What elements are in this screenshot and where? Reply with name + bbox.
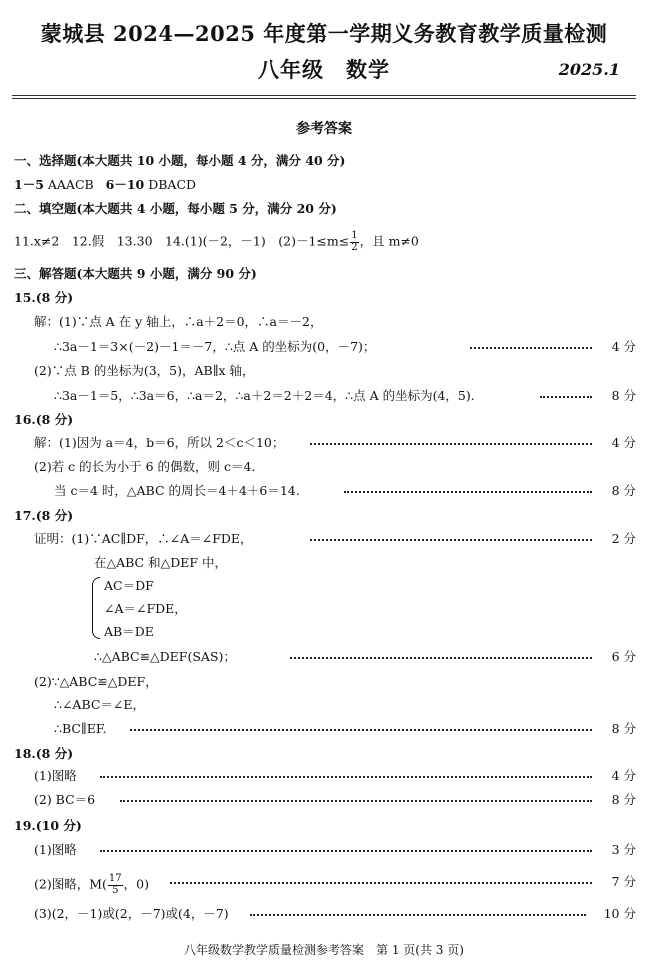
leader-dots (310, 443, 592, 445)
score: 4 分 (611, 435, 636, 450)
q15-line-4-text: ∴3a－1＝5，∴3a＝6，∴a＝2，∴a＋2＝2＋2＝4，∴点 A 的坐标为(4，5). (54, 388, 479, 404)
range-6-10: 6－10 (105, 177, 145, 192)
frac-numerator: 17 (108, 873, 122, 884)
q16-head: 16.(8 分) (14, 412, 74, 427)
q15-head: 15.(8 分) (14, 290, 74, 305)
q16-line-2: (2)若 c 的长为小于 6 的偶数，则 c＝4. (34, 459, 256, 474)
frac-denominator: 5 (112, 884, 119, 896)
q17-line-5: ∴∠ABC＝∠E， (54, 697, 146, 712)
q17-brace-line-2: ∠A＝∠FDE， (104, 601, 187, 616)
q17-line-6-text: ∴BC∥EF. (54, 721, 111, 737)
q19-head: 19.(10 分) (14, 818, 82, 833)
q19-line-2 (0, 873, 636, 896)
q18-line-1-text: (1)图略 (34, 768, 81, 784)
page-footer: 八年级数学教学质量检测参考答案 第 1 页(共 3 页) (184, 943, 464, 957)
q19-line-2-text (34, 874, 153, 896)
score: 3 分 (611, 842, 636, 857)
q16-line-3-text: 当 c＝4 时，△ABC 的周长＝4＋4＋6＝14. (54, 483, 304, 499)
q17-line-3-text: ∴△ABC≌△DEF(SAS)； (94, 649, 240, 665)
q18-head: 18.(8 分) (14, 746, 74, 761)
q15-line-3: (2)∵点 B 的坐标为(3，5)，AB∥x 轴， (34, 363, 255, 378)
q17-line-6 (0, 721, 636, 737)
q19-line-3-text: (3)(2，－1)或(2，－7)或(4，－7) (34, 906, 233, 922)
score: 7 分 (611, 874, 636, 889)
q18-line-2 (0, 792, 636, 808)
leader-dots (540, 396, 592, 398)
score: 8 分 (611, 721, 636, 736)
q17-brace-line-1: AC＝DF (104, 578, 154, 593)
range-1-5: 1－5 (14, 177, 44, 192)
q17-brace-line-3: AB＝DE (104, 624, 154, 639)
q15-line-2 (0, 339, 636, 355)
section-1-answers (14, 179, 196, 192)
q17-line-1-text: 证明：(1)∵AC∥DF，∴∠A＝∠FDE， (34, 531, 257, 547)
fill-answers-pre: 11.x≠2 12.假 13.30 14.(1)(－2，－1) (2)－1≤m≤ (14, 233, 350, 249)
q19-line-1 (0, 842, 636, 858)
score: 8 分 (611, 483, 636, 498)
exam-title: 蒙城县 2024—2025 年度第一学期义务教育教学质量检测 (40, 21, 608, 46)
q15-line-4 (0, 388, 636, 404)
section-1-title: 一、选择题(本大题共 10 小题，每小题 4 分，满分 40 分) (14, 153, 346, 168)
fraction-17-5 (108, 874, 123, 896)
score: 8 分 (611, 388, 636, 403)
leader-dots (290, 657, 592, 659)
q18-line-1 (0, 768, 636, 784)
q15-line-1: 解：(1)∵点 A 在 y 轴上，∴a＋2＝0，∴a＝－2， (34, 314, 323, 329)
section-2-title: 二、填空题(本大题共 4 小题，每小题 5 分，满分 20 分) (14, 201, 337, 216)
frac-numerator: 1 (351, 230, 358, 241)
q19-line-3 (0, 906, 636, 922)
leader-dots (344, 491, 592, 493)
q17-head: 17.(8 分) (14, 508, 74, 523)
q15-line-2-text: ∴3a－1＝3×(－2)－1＝－7，∴点 A 的坐标为(0，－7)； (54, 339, 379, 355)
score: 2 分 (611, 531, 636, 546)
section-2-answers (14, 231, 419, 253)
answers-1-5: AAACB (43, 177, 94, 192)
leader-dots (310, 539, 592, 541)
q19-line-1-text: (1)图略 (34, 842, 81, 858)
leader-dots (100, 776, 592, 778)
q17-line-4: (2)∵△ABC≌△DEF， (34, 674, 158, 689)
leader-dots (170, 882, 592, 884)
q19-line-2-pre: (2)图略，M( (34, 876, 107, 892)
leader-dots (100, 850, 592, 852)
q17-line-3 (0, 649, 636, 665)
exam-date: 2025.1 (558, 60, 620, 79)
score: 4 分 (611, 339, 636, 354)
q17-line-2: 在△ABC 和△DEF 中， (94, 555, 228, 570)
q16-line-1 (0, 435, 636, 451)
leader-dots (120, 800, 592, 802)
leader-dots (130, 729, 592, 731)
q17-line-1 (0, 531, 636, 547)
answer-heading: 参考答案 (296, 121, 352, 137)
left-brace (92, 577, 100, 639)
exam-subtitle: 八年级 数学 (258, 57, 390, 82)
q19-line-2-post: ，0) (123, 876, 149, 892)
score: 8 分 (611, 792, 636, 807)
q16-line-3 (0, 483, 636, 499)
frac-denominator: 2 (351, 241, 358, 253)
header-rule-bottom (12, 98, 636, 99)
header-rule-top (12, 95, 636, 96)
section-3-title: 三、解答题(本大题共 9 小题，满分 90 分) (14, 266, 257, 281)
leader-dots (470, 347, 592, 349)
answers-6-10: DBACD (144, 177, 197, 192)
q18-line-2-text: (2) BC＝6 (34, 792, 99, 808)
score: 6 分 (611, 649, 636, 664)
score: 10 分 (603, 906, 636, 921)
fraction-one-half (350, 231, 358, 253)
score: 4 分 (611, 768, 636, 783)
fill-answers-post: ，且 m≠0 (359, 233, 419, 249)
leader-dots (250, 914, 586, 916)
q16-line-1-text: 解：(1)因为 a＝4，b＝6，所以 2＜c＜10； (34, 435, 288, 451)
